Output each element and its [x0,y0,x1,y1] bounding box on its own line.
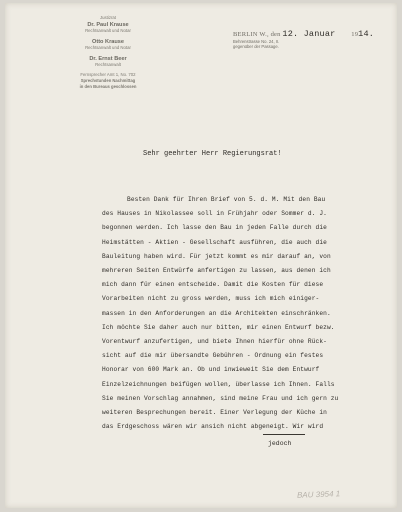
dateline-address-2: gegenüber der Passage. [233,44,279,49]
letterhead [67,15,149,90]
letter-line: mich dann für einen entscheide. Damit die Kosten für diese [102,281,324,289]
dateline-address: Behrenstrasse No. 24, II. [233,39,280,44]
letter-line: Heimstätten - Aktien - Gesellschaft ausführen, die auch die [102,238,327,246]
letterhead-phone: Fernsprecher Amt 1, No. 702 [80,72,136,77]
dateline-city: BERLIN W., den [233,31,281,38]
letterhead-hours-2: in den Bureaus geschlossen [79,84,137,89]
archive-mark: BAU 3954 1 [296,489,341,500]
letter-page [5,3,397,508]
letter-line: das Erdgeschoss wären wir ansich nicht abgeneigt. Wir wird [102,423,324,431]
letter-line: Honorar von 600 Mark an. Ob und inwieweit Sie dem Entwurf [102,366,320,374]
letter-line: massen in den Anforderungen an die Architekten einschränken. [102,309,331,317]
letter-line: begonnen werden. Ich lasse den Bau in jeden Falle durch die [102,224,327,232]
letter-line: Ich möchte Sie daher auch nur bitten, mir einen Entwurf bezw. [102,323,335,331]
closing-rule [263,434,305,435]
letter-line: sicht auf die mir übersandte Gebühren - Ordnung ein festes [102,352,324,360]
letter-line: Sie meinen Vorschlag annahmen, sind meine Frau und ich gern zu [102,394,339,402]
letter-line: Besten Dank für Ihren Brief von 5. d. M. Mit den Bau [127,196,326,203]
letter-line: Vorarbeiten nicht zu gross werden, muss ich mich einiger- [102,295,320,303]
dateline-date: 12. Januar [282,29,336,39]
dateline [233,29,393,49]
letterhead-name-2: Otto Krause [91,39,124,45]
letterhead-name-1: Dr. Paul Krause [87,22,129,28]
salutation: Sehr geehrter Herr Regierungsrat! [143,150,282,158]
letter-line: Bauleitung haben wird. Für jetzt kommt es mir darauf an, von [102,252,331,260]
closing-word: jedoch [268,440,292,447]
letterhead-name-3: Dr. Ernst Beer [89,56,127,62]
dateline-year-prefix: 19 [351,31,359,38]
letterhead-hours-1: Sprechstunden Nachmittag [80,78,136,83]
letter-line: Vorentwurf anzufertigen, und biete Ihnen hierfür ohne Rück- [102,338,327,345]
letter-line: mehreren Seiten Entwürfe anfertigen zu lassen, aus denen ich [102,267,331,274]
letterhead-role-1: Rechtsanwalt und Notar [85,28,131,33]
dateline-year-typed: 14. [358,29,375,39]
letter-line: weiteren Besprechungen bereit. Einer Verlegung der Küche in [102,409,327,416]
letter-line: des Hauses in Nikolassee soll in Frühjahr oder Sommer d. J. [102,210,327,218]
letter-line: Einzelzeichnungen beifügen wollen, überlasse ich Ihnen. Falls [102,380,335,388]
letterhead-title: Justizrat [100,15,116,20]
letterhead-role-3: Rechtsanwalt [95,62,121,67]
letterhead-role-2: Rechtsanwalt und Notar [85,45,131,50]
